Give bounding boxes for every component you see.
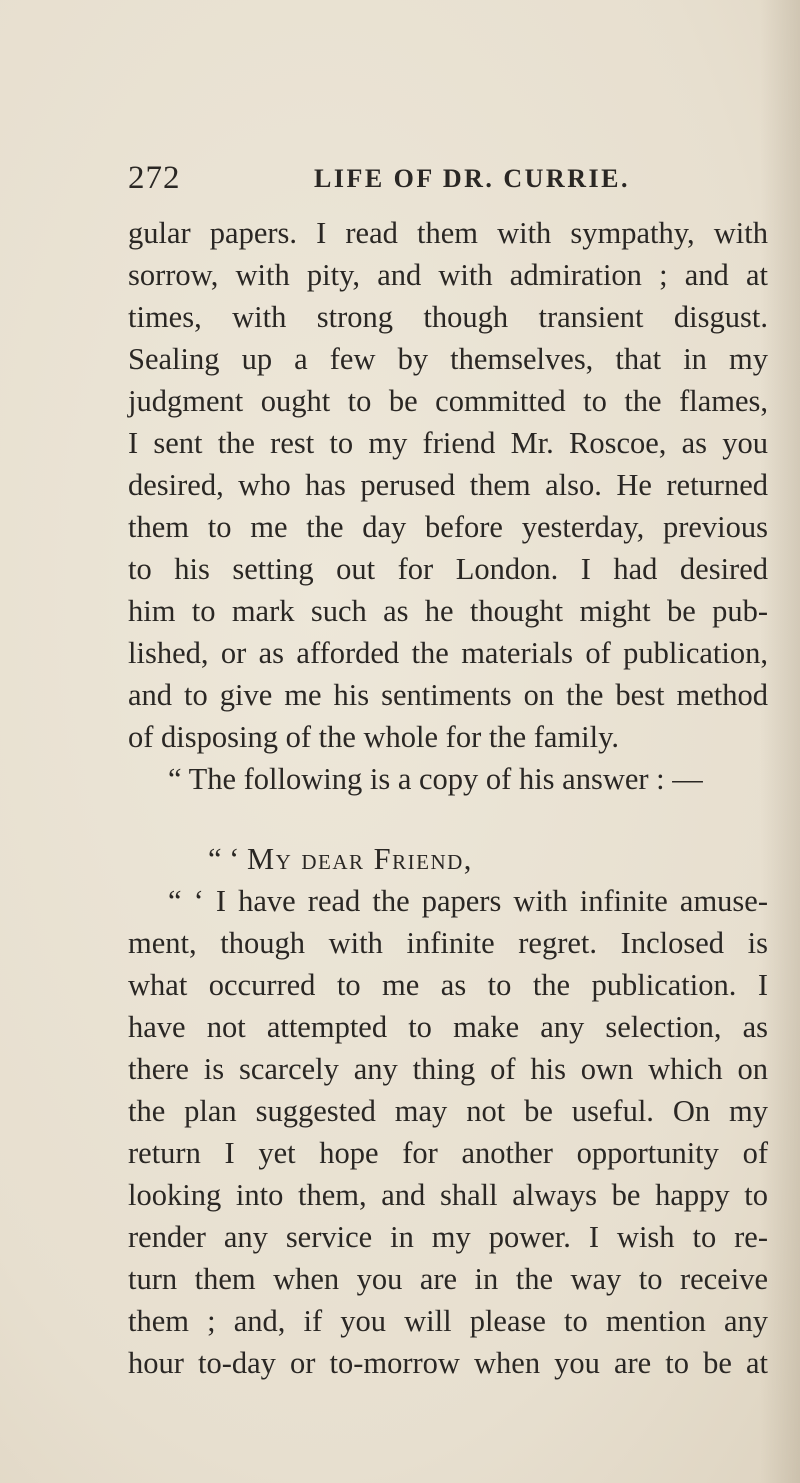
- text-line: sorrow, with pity, and with admiration ; and at: [128, 258, 768, 292]
- letter-body: [128, 880, 768, 1384]
- paragraph-2-line: “ The following is a copy of his answer : —: [168, 762, 703, 796]
- salutation-name: My dear Friend,: [246, 842, 473, 876]
- text-line: Sealing up a few by themselves, that in my: [128, 342, 768, 376]
- text-line: times, with strong though transient disgust.: [128, 300, 768, 334]
- text-line: them ; and, if you will please to mention any: [128, 1304, 768, 1338]
- text-line: the plan suggested may not be useful. On my: [128, 1094, 768, 1128]
- text-line: and to give me his sentiments on the best method: [128, 678, 768, 712]
- paragraph-1: [128, 212, 768, 758]
- text-line: looking into them, and shall always be happy to: [128, 1178, 768, 1212]
- page-number: 272: [128, 160, 181, 196]
- spacer: [128, 800, 768, 838]
- text-line: turn them when you are in the way to receive: [128, 1262, 768, 1296]
- running-title: LIFE OF DR. CURRIE.: [314, 164, 630, 193]
- text-line: render any service in my power. I wish to re-: [128, 1220, 768, 1254]
- running-head: [128, 160, 768, 200]
- text-line: I sent the rest to my friend Mr. Roscoe, as you: [128, 426, 768, 460]
- text-line: have not attempted to make any selection, as: [128, 1010, 768, 1044]
- text-line: there is scarcely any thing of his own which on: [128, 1052, 768, 1086]
- text-line: ment, though with infinite regret. Inclosed is: [128, 926, 768, 960]
- text-line: of disposing of the whole for the family.: [128, 720, 620, 754]
- text-line: desired, who has perused them also. He returned: [128, 468, 768, 502]
- text-line: return I yet hope for another opportunity of: [128, 1136, 768, 1170]
- text-line: what occurred to me as to the publication. I: [128, 968, 768, 1002]
- text-line: him to mark such as he thought might be pub-: [128, 594, 768, 628]
- text-line: judgment ought to be committed to the flames,: [128, 384, 768, 418]
- text-line: to his setting out for London. I had desired: [128, 552, 768, 586]
- text-line: lished, or as afforded the materials of publication,: [128, 636, 768, 670]
- text-line: gular papers. I read them with sympathy, with: [128, 216, 768, 250]
- letter-salutation: [128, 838, 768, 880]
- text-line: hour to-day or to-morrow when you are to be at: [128, 1346, 768, 1380]
- text-line: “ ‘ I have read the papers with infinite amuse-: [168, 884, 768, 918]
- text-line: them to me the day before yesterday, previous: [128, 510, 768, 544]
- page-body: [128, 212, 768, 1384]
- salutation-quotes: “ ‘: [208, 842, 247, 876]
